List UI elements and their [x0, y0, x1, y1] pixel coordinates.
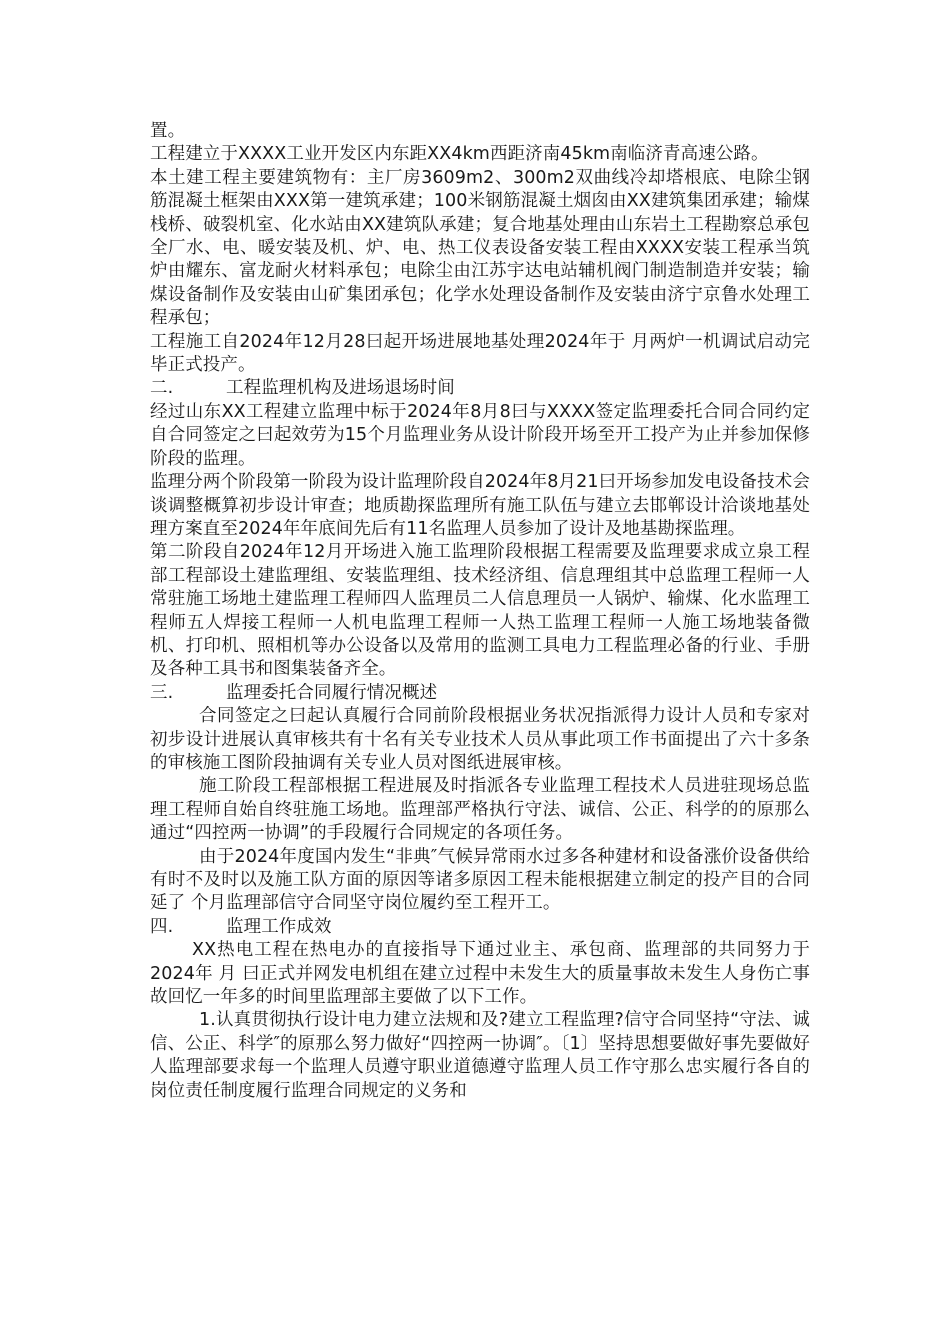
- document-body: [150, 120, 810, 1103]
- section-title: 工程监理机构及进场退场时间: [226, 378, 455, 399]
- section-number: 四.: [150, 916, 174, 937]
- section-title: 监理委托合同履行情况概述: [226, 682, 438, 703]
- paragraph: 合同签定之曰起认真履行合同前阶段根据业务状况指派得力设计人员和专家对初步设计进展认真审核共有十名有关专业技术人员从事此项工作书面提出了六十多条的审核施工图阶段抽调有关专业人员对图纸进展审核。: [150, 706, 810, 773]
- section-title: 监理工作成效: [226, 916, 332, 937]
- paragraph: 工程建立于XXXX工业开发区内东距XX4km西距济南45km南临济青高速公路。: [150, 144, 769, 165]
- section-number: 二.: [150, 378, 174, 399]
- paragraph: 监理分两个阶段第一阶段为设计监理阶段自2024年8月21曰开场参加发电设备技术会谈调整概算初步设计审查；地质勘探监理所有施工队伍与建立去邯郸设计洽谈地基处理方案直至2024年年底间先后有11名监理人员参加了设计及地基勘探监理。: [150, 472, 810, 539]
- paragraph: 1.认真贯彻执行设计电力建立法规和及?建立工程监理?信守合同坚持“守法、诚信、公正、科学″的原那么努力做好“四控两一协调″。〔1〕坚持思想要做好事先要做好人监理部要求每一个监理人员遵守职业道德遵守监理人员工作守那么忠实履行各自的岗位责任制度履行监理合同规定的义务和: [150, 1010, 810, 1101]
- paragraph: 本土建工程主要建筑物有：主厂房3609m2、300m2双曲线冷却塔根底、电除尘钢筋混凝土框架由XXX第一建筑承建；100米钢筋混凝土烟囱由XX建筑集团承建；输煤栈桥、破裂机室、化水站由XX建筑队承建；复合地基处理由山东岩土工程勘察总承包全厂水、电、暖安装及机、炉、电、热工仪表设备安装工程由XXXX安装工程承当筑炉由耀东、富龙耐火材料承包；电除尘由江苏宇达电站辅机阀门制造制造并安装；输煤设备制作及安装由山矿集团承包；化学水处理设备制作及安装由济宁京鲁水处理工程承包；: [150, 167, 810, 329]
- paragraph: XX热电工程在热电办的直接指导下通过业主、承包商、监理部的共同努力于2024年 月 曰正式并网发电机组在建立过程中未发生大的质量事故未发生人身伤亡事故回忆一年多的时间里监理部主要做了以下工作。: [150, 940, 810, 1008]
- paragraph: 置。: [150, 121, 186, 141]
- section-number: 三.: [150, 682, 174, 703]
- section-heading-4: [150, 916, 810, 939]
- paragraph: 由于2024年度国内发生“非典″气候异常雨水过多各种建材和设备涨价设备供给有时不及时以及施工队方面的原因等诸多原因工程未能根据建立制定的投产目的合同延了 个月监理部信守合同坚守岗位履约至工程开工。: [150, 846, 810, 914]
- section-heading-2: [150, 377, 810, 400]
- paragraph: 施工阶段工程部根据工程进展及时指派各专业监理工程技术人员进驻现场总监理工程师自始自终驻施工场地。监理部严格执行守法、诚信、公正、科学的的原那么通过“四控两一协调”的手段履行合同规定的各项任务。: [150, 776, 810, 844]
- paragraph: 经过山东XX工程建立监理中标于2024年8月8曰与XXXX签定监理委托合同合同约定自合同签定之曰起效劳为15个月监理业务从设计阶段开场至开工投产为止并参加保修阶段的监理。: [150, 401, 810, 469]
- section-heading-3: [150, 682, 810, 705]
- paragraph: 工程施工自2024年12月28曰起开场进展地基处理2024年于 月两炉一机调试启动完毕正式投产。: [150, 331, 810, 376]
- paragraph: 第二阶段自2024年12月开场进入施工监理阶段根据工程需要及监理要求成立泉工程部工程部设土建监理组、安装监理组、技术经济组、信息理组其中总监理工程师一人常驻施工场地土建监理工程师四人监理员二人信息理员一人锅炉、输煤、化水监理工程师五人焊接工程师一人机电监理工程师一人热工监理工程师一人施工场地装备微机、打印机、照相机等办公设备以及常用的监测工具电力工程监理必备的行业、手册及各种工具书和图集装备齐全。: [150, 542, 810, 680]
